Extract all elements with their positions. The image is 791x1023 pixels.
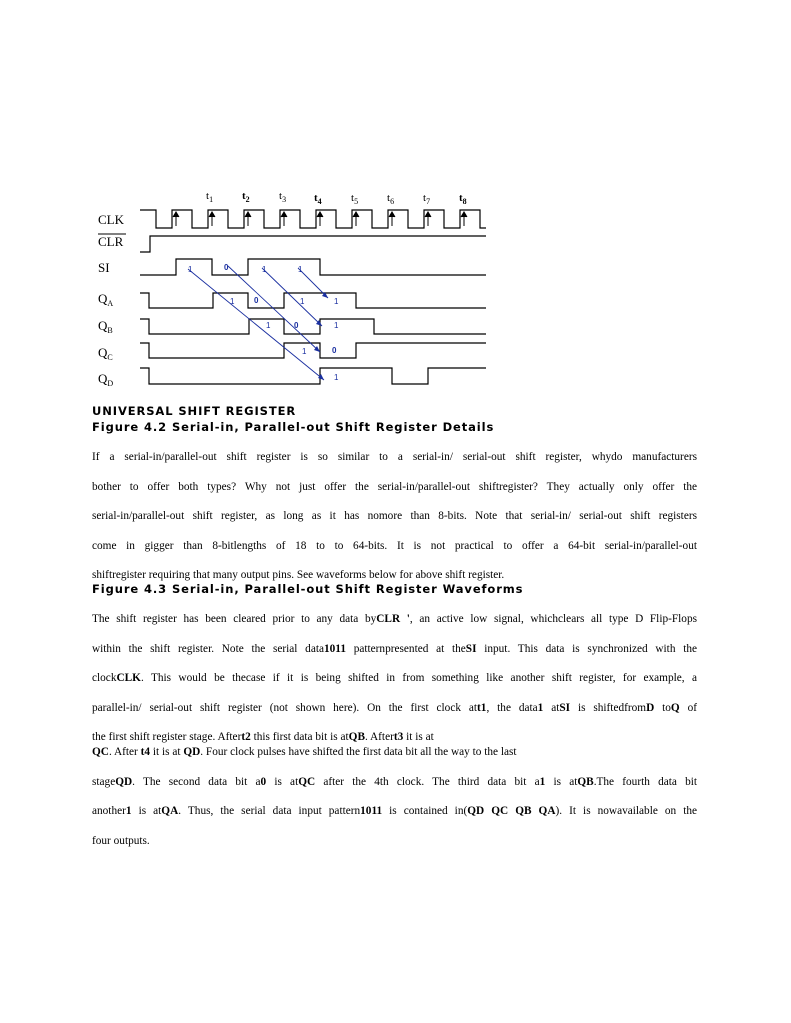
time-label-t3: $t_3$ bbox=[279, 190, 287, 204]
qb-bit-1: 1 bbox=[266, 321, 271, 330]
si-bit-1: 1 bbox=[188, 265, 193, 274]
qa-bit-2: 0 bbox=[254, 296, 259, 305]
signal-label-qb: $Q_B$ bbox=[98, 318, 113, 335]
data-flow-arrowheads bbox=[314, 292, 328, 380]
paragraph-1-line: come in gigger than 8-bitlengths of 18 to to 64-bits. It is not practical to offer a 64-bit serial-in/parallel-out bbox=[92, 539, 697, 552]
paragraph-2-line: stageQD. The second data bit a0 is atQC after the 4th clock. The third data bit a1 is atQB.The fourth data bit bbox=[92, 775, 698, 788]
qd-waveform bbox=[140, 368, 486, 384]
time-label-t5: $t_5$ bbox=[351, 192, 359, 206]
time-label-t8: $t_8$ bbox=[459, 192, 467, 206]
qc-bit-2: 0 bbox=[332, 346, 337, 355]
paragraph-2-line: the first shift register stage. Aftert2 this first data bit is atQB. Aftert3 it is at bbox=[92, 731, 434, 743]
si-bit-2: 0 bbox=[224, 263, 229, 272]
paragraph-1 bbox=[92, 450, 697, 583]
section-heading: UNIVERSAL SHIFT REGISTER bbox=[92, 404, 297, 418]
signal-label-clk: CLK bbox=[98, 212, 124, 227]
qb-bit-3: 1 bbox=[334, 321, 339, 330]
paragraph-2-line: clockCLK. This would be thecase if it is being shifted in from something like another shift register, for example, a bbox=[92, 672, 697, 684]
qa-bit-3: 1 bbox=[300, 297, 305, 306]
signal-label-qc: $Q_C$ bbox=[98, 345, 113, 362]
paragraph-2-line: four outputs. bbox=[92, 834, 150, 847]
qb-bit-2: 0 bbox=[294, 321, 299, 330]
time-label-t1: $t_1$ bbox=[206, 190, 214, 204]
signal-label-qd: $Q_D$ bbox=[98, 371, 114, 388]
paragraph-2 bbox=[92, 612, 697, 863]
qa-bit-1: 1 bbox=[230, 297, 235, 306]
qd-bit-1: 1 bbox=[334, 373, 339, 382]
qc-bit-1: 1 bbox=[302, 347, 307, 356]
paragraph-1-line: serial-in/parallel-out shift register, as long as it has nomore than 8-bits. Note that serial-in/ serial-out shift registers bbox=[92, 510, 697, 522]
signal-label-qa: $Q_A$ bbox=[98, 291, 114, 308]
data-flow-arrows bbox=[188, 266, 328, 380]
figure-caption-4-2: Figure 4.2 Serial-in, Parallel-out Shift Register Details bbox=[92, 420, 495, 434]
paragraph-2-line: parallel-in/ serial-out shift register (not shown here). On the first clock att1, the data1 atSI is shiftedfromD toQ of bbox=[92, 701, 698, 714]
si-bit-4: 1 bbox=[298, 265, 303, 274]
time-label-t2: $t_2$ bbox=[242, 190, 250, 204]
time-labels bbox=[206, 190, 467, 206]
paragraph-1-line: shiftregister requiring that many output pins. See waveforms below for above shift register. bbox=[92, 569, 505, 581]
time-label-t4: $t_4$ bbox=[314, 192, 322, 206]
time-label-t7: $t_7$ bbox=[423, 192, 431, 206]
qa-waveform bbox=[140, 293, 486, 308]
clock-edge-arrows bbox=[173, 212, 467, 226]
time-label-t6: $t_6$ bbox=[387, 192, 395, 206]
paragraph-2-line: QC. After t4 it is at QD. Four clock pulses have shifted the first data bit all the way to the last bbox=[92, 746, 517, 758]
paragraph-1-line: If a serial-in/parallel-out shift register is so similar to a serial-in/ serial-out shift register, whydo manufacturers bbox=[92, 451, 697, 463]
clr-waveform bbox=[140, 236, 486, 252]
paragraph-1-line: bother to offer both types? Why not just offer the serial-in/parallel-out shiftregister? They actually only offer the bbox=[92, 480, 697, 493]
si-bit-3: 1 bbox=[262, 265, 267, 274]
qa-bit-4: 1 bbox=[334, 297, 339, 306]
signal-label-clr: CLR bbox=[98, 234, 124, 249]
timing-diagram bbox=[88, 186, 498, 392]
figure-caption-4-3: Figure 4.3 Serial-in, Parallel-out Shift Register Waveforms bbox=[92, 582, 524, 596]
clk-waveform bbox=[140, 210, 486, 228]
paragraph-2-line: another1 is atQA. Thus, the serial data input pattern1011 is contained in(QD QC QB QA). It is nowavailable on the bbox=[92, 805, 698, 817]
bit-labels bbox=[188, 263, 339, 382]
paragraph-2-line: within the shift register. Note the serial data1011 patternpresented at theSI input. This data is synchronized with the bbox=[92, 642, 698, 655]
qb-waveform bbox=[140, 319, 486, 334]
paragraph-2-line: The shift register has been cleared prior to any data byCLR ', an active low signal, whichclears all type D Flip-Flops bbox=[92, 613, 697, 625]
signal-label-si: SI bbox=[98, 260, 110, 275]
